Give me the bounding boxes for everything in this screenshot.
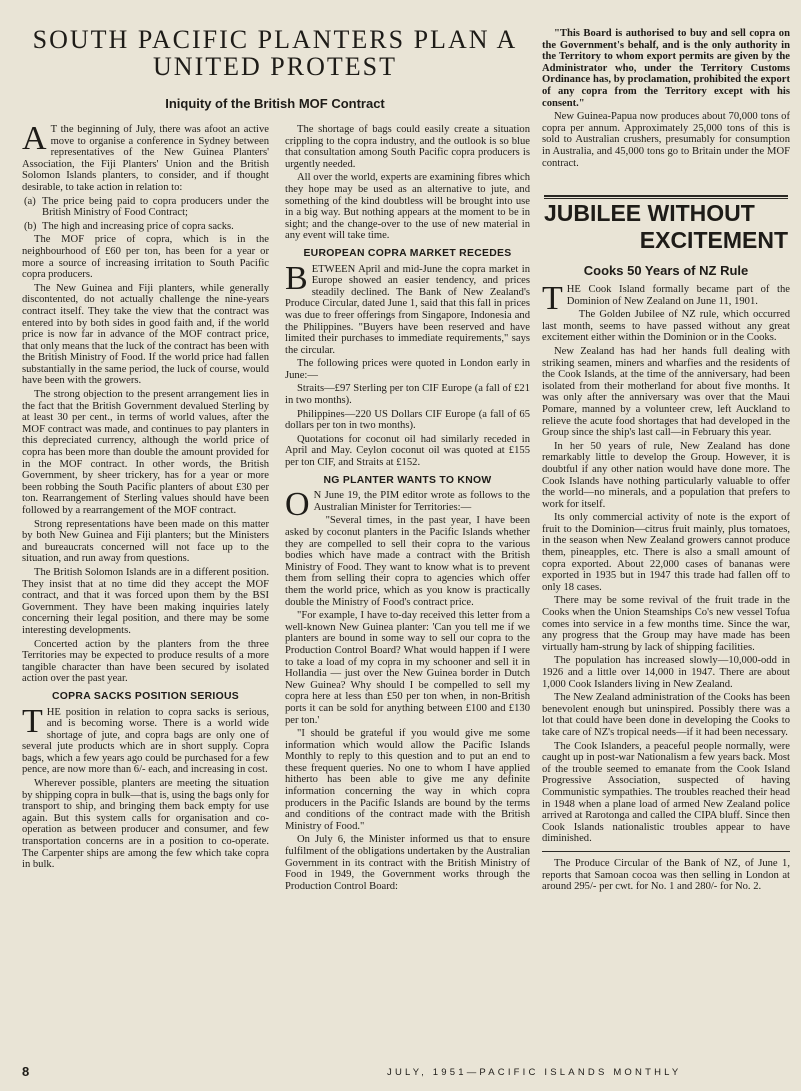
paragraph: The British Solomon Islands are in a different position. They insist that at no time did they accept the MOF contract, and that it was forced upon them by the BSI Government. They have been making inquiries lately concerning their legal position, and there may be some interesting developments. bbox=[22, 566, 269, 636]
condition-b: (b) The high and increasing price of copra sacks. bbox=[24, 220, 234, 232]
running-title: JULY, 1951—PACIFIC ISLANDS MONTHLY bbox=[387, 1067, 682, 1078]
jubilee-headline-line-2: EXCITEMENT bbox=[639, 227, 788, 253]
paragraph: O N June 19, the PIM editor wrote as follows to the Australian Minister for Territories:— bbox=[285, 486, 530, 524]
divider-rule bbox=[544, 198, 788, 199]
column-3-continuation bbox=[542, 28, 790, 192]
paragraph: On July 6, the Minister informed us that to ensure fulfilment of the obligations undertaken by the Australian Government in its contract with the British Ministry of Food in 1949, the Government works through the Production Control Board: bbox=[285, 834, 530, 892]
divider-rule bbox=[544, 195, 788, 197]
section-heading-planter: NG PLANTER WANTS TO KNOW bbox=[323, 474, 492, 486]
jubilee-subheadline: Cooks 50 Years of NZ Rule bbox=[583, 263, 749, 278]
drop-cap: T bbox=[542, 280, 563, 317]
section-heading-europe: EUROPEAN COPRA MARKET RECEDES bbox=[303, 247, 512, 259]
paragraph: THE Cook Island formally became part of the Dominion of New Zealand on June 11, 1901. bbox=[542, 280, 790, 317]
produce-note: The Produce Circular of the Bank of NZ, of June 1, reports that Samoan cocoa was then selling in London at around 295/- per cwt. for No. 1 and 280/- for No. 2. bbox=[542, 857, 790, 893]
paragraph: Straits—£97 Sterling per ton CIF Europe (a fall of £21 in two months). bbox=[285, 383, 530, 407]
page-number: 8 bbox=[22, 1064, 30, 1079]
paragraph: The shortage of bags could easily create a situation crippling to the copra industry, and the outlook is so blue that consultation among South Pacific copra producers is urgently needed. bbox=[285, 124, 530, 170]
paragraph: In her 50 years of rule, New Zealand has done remarkably little to develop the Group. However, it is doubtful if any other nation would have done more. The Cook Islands have nothing particularly valuable to offer the world—no minerals, and a population that prefers to work for itself. bbox=[542, 440, 790, 510]
jubilee-headline bbox=[544, 200, 788, 254]
headline-line-1: SOUTH PACIFIC PLANTERS PLAN A bbox=[32, 25, 518, 54]
drop-cap: B bbox=[285, 259, 308, 297]
paragraph: "Several times, in the past year, I have been asked by coconut planters in the Pacific Islands whether they are compelled to sell their copra to the various bodies which have made a contract with the British Ministry of Food. They want to know what is to prevent them from selling their copra to agencies which offer them the world price, which as you know is practically double the Ministry of Food's contract price. bbox=[285, 515, 530, 608]
paragraph: New Zealand has had her hands full dealing with striking seamen, miners and wharfies and the residents of the Cook Islands, at the time of the anniversary, had been isolated from their motherland for about five months. It was only after the anniversary was over that the Maui Pomare, manned by a volunteer crew, left Auckland to relieve the acute food shortages that had developed in the Group since the ship's last call—in February this year. bbox=[542, 345, 790, 439]
paragraph: "This Board is authorised to buy and sell copra on the Government's behalf, and is the only authority in the Territory to whom export permits are given by the Administrator who, under the Territory Customs Ordinance has, by proclamation, prohibited the export of any copra from the Territory except with his consent." bbox=[542, 28, 790, 109]
paragraph: The MOF price of copra, which is in the neighbourhood of £60 per ton, has been for a year or more a source of increasing irritation to South Pacific copra producers. bbox=[22, 234, 269, 281]
drop-cap: O bbox=[285, 486, 310, 524]
paragraph: The strong objection to the present arrangement lies in the fact that the British Government devalued Sterling by at least 30 per cent., in terms of world values, after the MOF contract was made, and continues to pay planters in this depreciated currency, although the world price of copra has been more than double the amount provided for in the MOF contract. In other words, the British Government, by sheer trickery, has for a year or more been robbing the South Pacific planters of about £30 per ton. Rearrangement of Sterling values should have been followed by a rearrangement of the MOF contract. bbox=[22, 389, 269, 516]
drop-cap: A bbox=[22, 124, 47, 157]
paragraph: All over the world, experts are examining fibres which they hope may be used as an alternative to jute, and something of the kind doubtless will be brought into use in a big way. But nothing appears at the moment to be in sight; and the change-over to the use of new material in any event will take time. bbox=[285, 172, 530, 242]
paragraph: The New Zealand administration of the Cooks has been benevolent enough but uninspired. Possibly there was a lot that could have been done in developing the Cooks to take care of NZ's tropical needs—if it had been necessary. bbox=[542, 692, 790, 738]
paragraph: BETWEEN April and mid-June the copra market in Europe showed an easier tendency, and prices steadily declined. The Bank of New Zealand's Produce Circular, dated June 1, said that this fall in prices was due to freer offerings from Singapore, Indonesia and the Philippines. "Buyers have been reserved and have limited their purchases to immediate requirements," says the circular. bbox=[285, 259, 530, 356]
paragraph: The following prices were quoted in London early in June:— bbox=[285, 358, 530, 381]
paragraph: Its only commercial activity of note is the export of fruit to the Dominion—citrus fruit mainly, plus tomatoes, in the season when New Zealand growers cannot produce them, pineapples, etc. There is also a small amount of copra exported. About 22,000 cases of bananas were exported in 1935 but in 1947 this trade had fallen off to only 18 cases. bbox=[542, 512, 790, 593]
paragraph: The Golden Jubilee of NZ rule, which occurred last month, seems to have passed without any great excitement either within the Dominion or in the Cooks. bbox=[542, 309, 790, 344]
article-subheadline: Iniquity of the British MOF Contract bbox=[165, 96, 385, 111]
section-heading-sacks: COPRA SACKS POSITION SERIOUS bbox=[52, 690, 239, 702]
paragraph: Strong representations have been made on this matter by both New Guinea and Fiji planters; but the Ministers and bureaucrats concerned will not face up to the situation, and run away from questions. bbox=[22, 518, 269, 565]
headline-line-2: UNITED PROTEST bbox=[153, 52, 397, 81]
intro-paragraph: A T the beginning of July, there was afoot an active move to organise a conference in Sydney between representatives of the New Guinea Planters' Association, the Fiji Planters' Union and the British Solomon Islands planters, to consider, and if thought desirable, to take action in relation to: bbox=[22, 124, 269, 193]
paragraph: Philippines—220 US Dollars CIF Europe (a fall of 65 dollars per ton in two months). bbox=[285, 408, 530, 432]
paragraph: The Cook Islanders, a peaceful people normally, were caught up in post-war Nationalism a few years back. Most of the trouble seemed to emanate from the Cook Island Progressive Association, suspected of having Communistic sympathies. The troubles reached their head in 1948 when a plane load of armed New Zealand police arrived at Rarotonga and called the CIPA bluff. Since then Cook Islands nationalistic troubles appear to have diminished. bbox=[542, 740, 790, 845]
condition-a: (a) The price being paid to copra producers under the British Ministry of Food Contract; bbox=[24, 195, 269, 219]
column-2 bbox=[285, 124, 530, 1056]
divider-rule bbox=[542, 851, 790, 852]
paragraph: There may be some revival of the fruit trade in the Cooks when the Union Steamships Co's new vessel Tofua comes into service in a few months time. Since the war, any progress that the Group may have made has been virtually ham-strung by lack of shipping facilities. bbox=[542, 595, 790, 653]
paragraph: THE position in relation to copra sacks is serious, and is becoming worse. There is a world wide shortage of jute, and copra bags are only one of several jute products which are in short supply. Copra bags, which a few years ago could be purchased for a few pence, are now more than 6/- each, and increasing in cost. bbox=[22, 702, 269, 776]
page-footer bbox=[22, 1064, 792, 1082]
column-3 bbox=[542, 258, 790, 1053]
paragraph: "I should be grateful if you would give me some information which would allow the Pacific Islands Monthly to reply to this question and to put an end to these frequent queries. No one to whom I have applied hitherto has been able to give me any definite information concerning the way in which copra producers in the Pacific Islands are bound by the terms and conditions of the contract made with the British Ministry of Food." bbox=[285, 728, 530, 832]
article-headline bbox=[20, 26, 530, 80]
jubilee-headline-line-1: JUBILEE WITHOUT bbox=[544, 200, 755, 226]
paragraph: Wherever possible, planters are meeting the situation by shipping copra in bulk—that is, using the bags only for transport to ship, and bringing them back empty for use again. But this system calls for organisation and co-operation as between producer and consumer, and few transportation concerns are in a position to co-operate. The Carpenter ships are among the few which take copra in bulk. bbox=[22, 778, 269, 871]
column-1 bbox=[22, 124, 269, 1050]
paragraph: The New Guinea and Fiji planters, while generally discontented, do not actually challenge the nine-years contract itself. They take the view that the contract was entered into by both sides in good faith and, if the world price is now far in advance of the MOF contract price, that only means that the luck of the contract has been with the British Ministry of Food. If the world price had fallen substantially in the same period, the luck of course, would have been with the growers. bbox=[22, 282, 269, 387]
paragraph: Quotations for coconut oil had similarly receded in April and May. Ceylon coconut oil was quoted at £155 per ton CIF, and Straits at £152. bbox=[285, 433, 530, 469]
paragraph: Concerted action by the planters from the three Territories may be expected to produce results of a more tangible character than have been secured by isolated action over the past year. bbox=[22, 638, 269, 685]
paragraph: The population has increased slowly—10,000-odd in 1926 and a little over 14,000 in 1947. There are about 1,000 Cook Islanders living in New Zealand. bbox=[542, 655, 790, 690]
paragraph: "For example, I have to-day received this letter from a well-known New Guinea planter: 'Can you tell me if we planters are bound in some way to sell our copra to the Production Control Board? What would happen if I were to take a load of my copra in my schooner and sell it in Hollandia — just over the New Guinea border in Dutch New Guinea? Why should I be compelled to sell my copra here at less than £50 per ton when, in non-British ports it can be sold for anything between £100 and £130 per ton.' bbox=[285, 610, 530, 726]
drop-cap: T bbox=[22, 702, 43, 740]
paragraph: New Guinea-Papua now produces about 70,000 tons of copra per annum. Approximately 25,000 tons of this is sold to Australian crushers, presumably for consumption in Australia, and 45,000 tons go to Britain under the MOF contract. bbox=[542, 111, 790, 169]
